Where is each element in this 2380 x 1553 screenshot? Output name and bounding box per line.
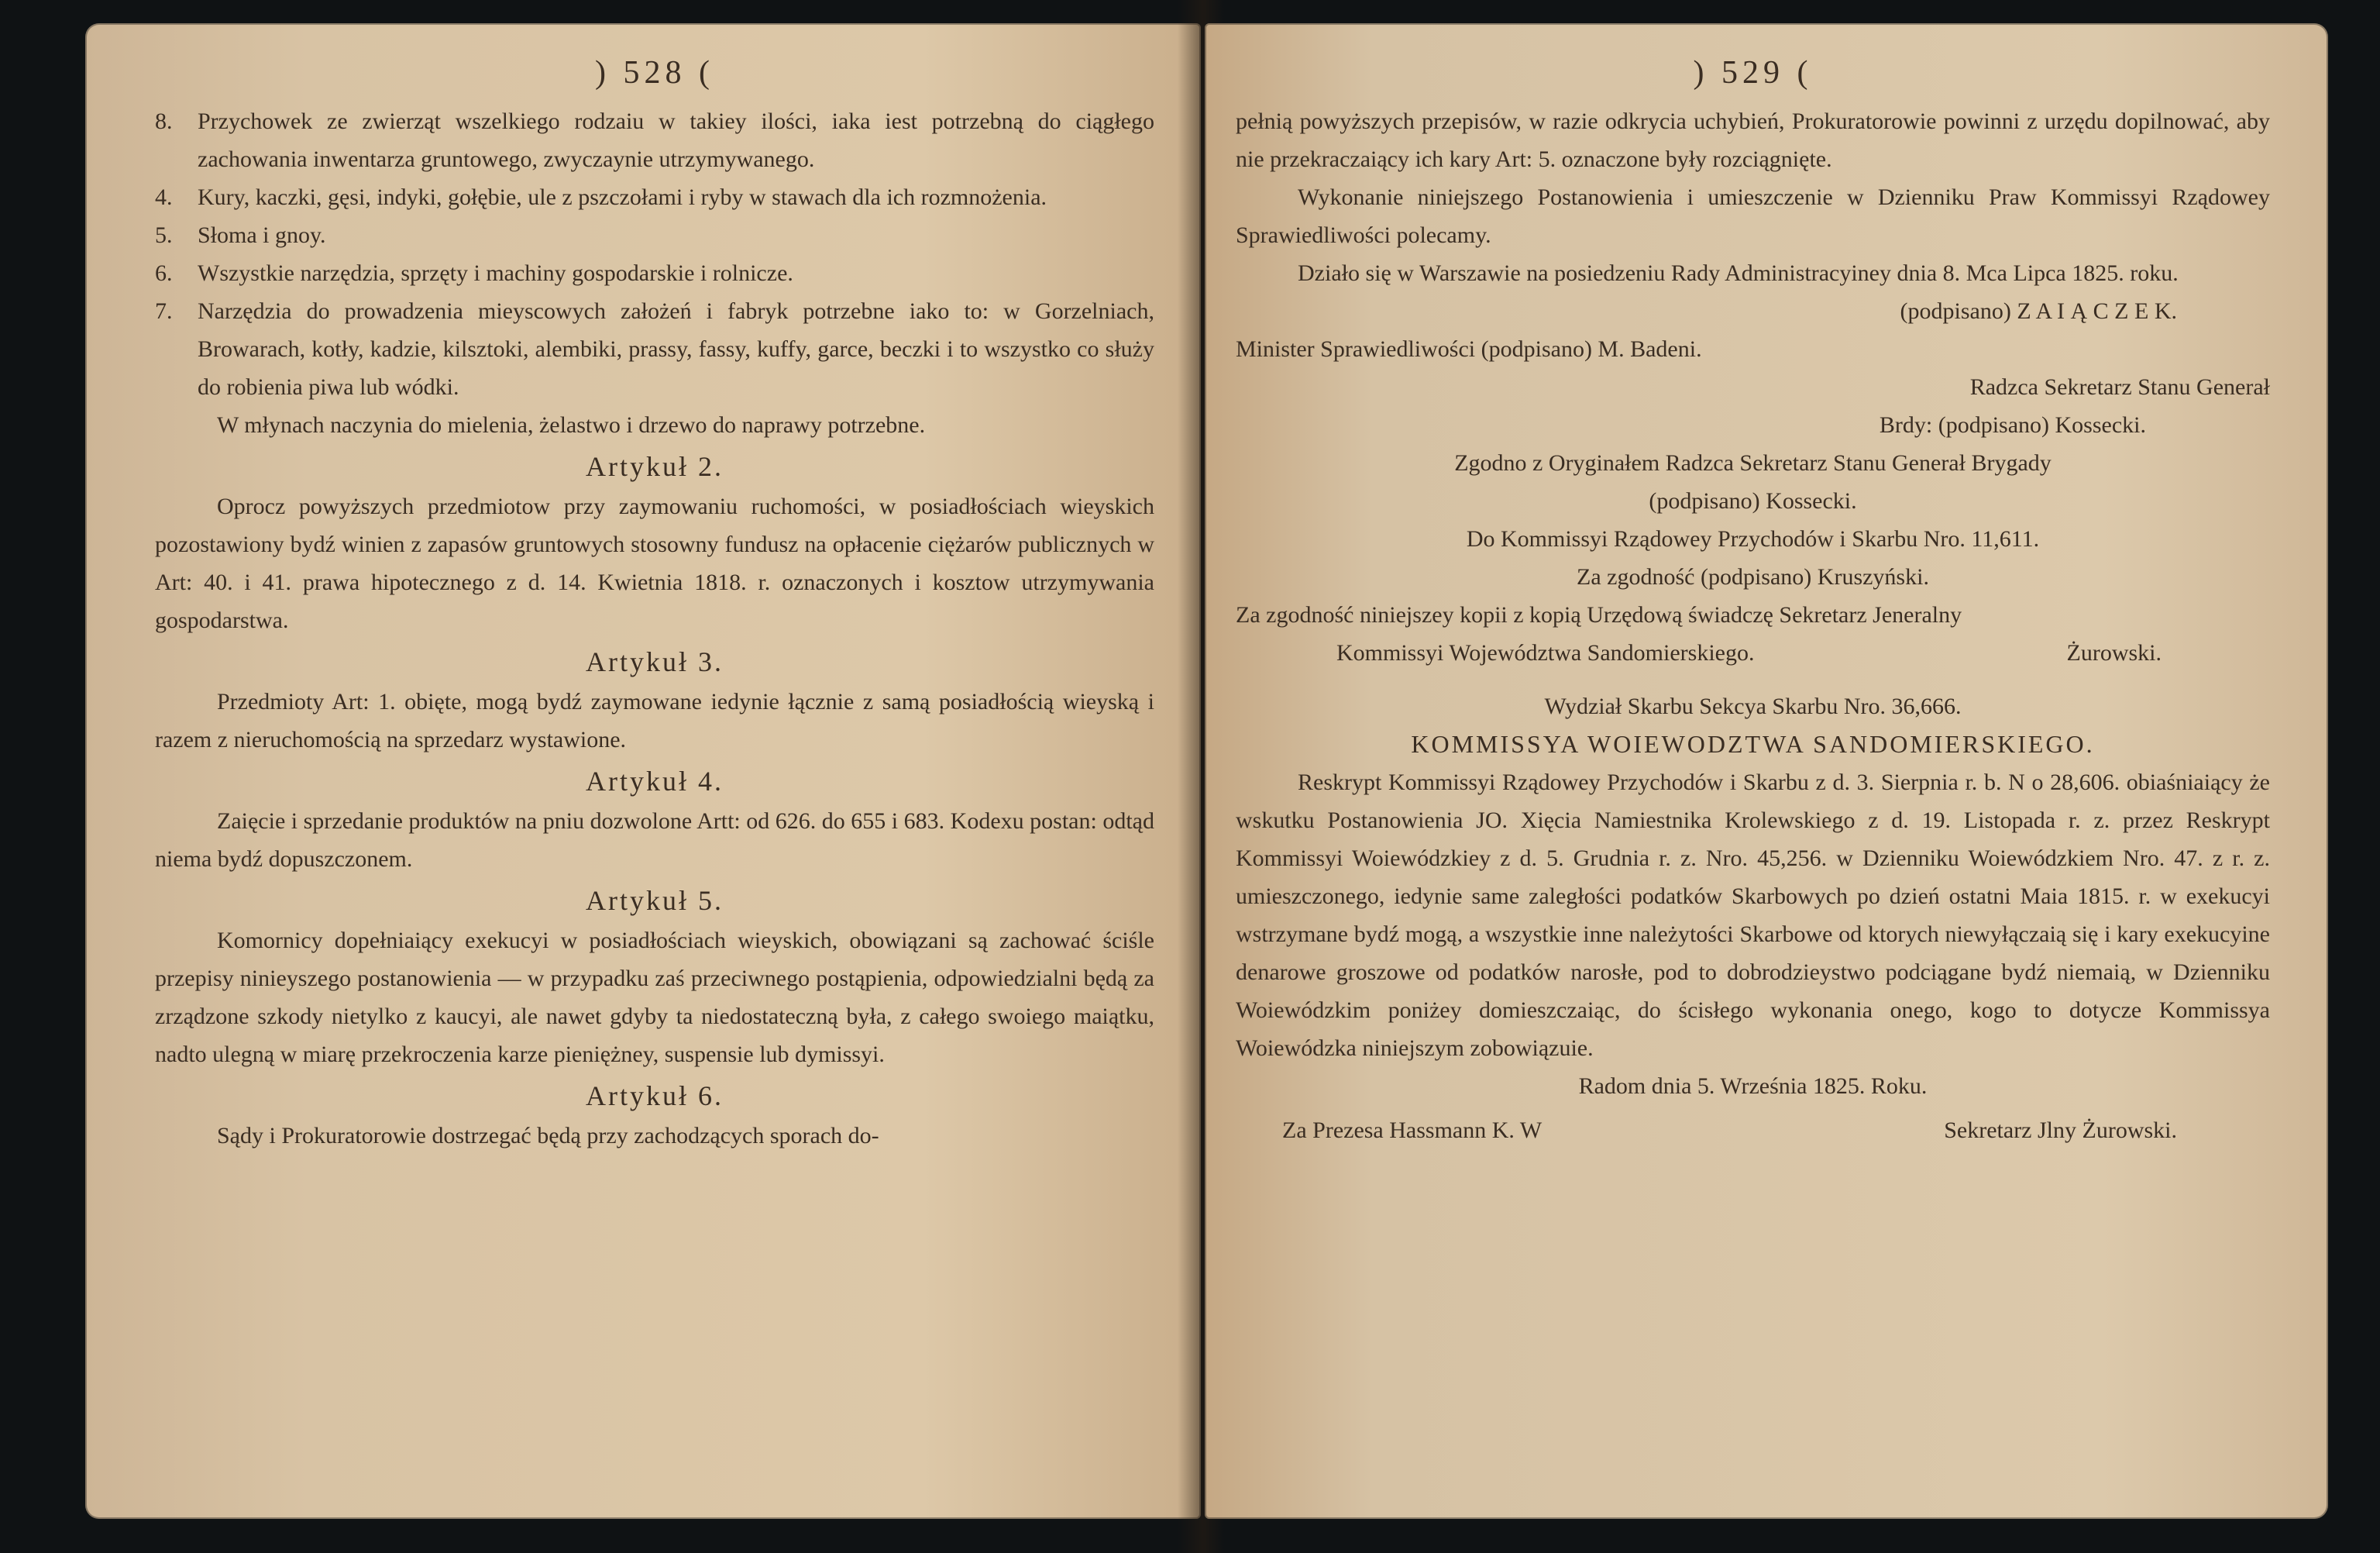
item-text: Narzędzia do prowadzenia mieyscowych założeń i fabryk potrzebne iako to: w Gorzelniach, Browarach, kotły, kadzie, kilsztoki, alembiki, prassy, fassy, kuffy, garce, beczki i to wszystko co służy do robienia piwa lub wódki.	[198, 298, 1154, 400]
signature-line: Brdy: (podpisano) Kossecki.	[1879, 412, 2146, 438]
article-heading: Artykuł 4.	[586, 766, 724, 797]
item-text: Przychowek ze zwierząt wszelkiego rodzaiu w takiey ilości, iaka iest potrzebną do ciągłego zachowania inwentarza gruntowego, zwyczaynie utrzymywanego.	[198, 108, 1154, 172]
item-number: 8.	[155, 108, 173, 134]
left-page	[85, 23, 1201, 1519]
list-item	[155, 102, 1154, 178]
page-number: ) 529 (	[1693, 55, 1813, 91]
item-text: Słoma i gnoy.	[198, 222, 326, 248]
signature-text: Kommissyi Województwa Sandomierskiego.	[1336, 640, 1755, 666]
signature-line: Za zgodność niniejszey kopii z kopią Urzędową świadczę Sekretarz Jeneralny	[1236, 602, 1962, 628]
article-heading: Artykuł 6.	[586, 1080, 724, 1111]
article-text: Sądy i Prokuratorowie dostrzegać będą przy zachodzących sporach do-	[217, 1123, 879, 1148]
page-number: ) 528 (	[595, 55, 714, 91]
list-item	[155, 216, 1154, 254]
item-number: 5.	[155, 222, 173, 248]
signature-row	[1236, 1111, 2270, 1149]
signature-line: Do Kommissyi Rządowey Przychodów i Skarbu Nro. 11,611.	[1466, 526, 2040, 552]
paragraph: Działo się w Warszawie na posiedzeniu Rady Administracyiney dnia 8. Mca Lipca 1825. roku.	[1298, 260, 2179, 286]
signature-name: Żurowski.	[2066, 640, 2162, 666]
paragraph: Wykonanie niniejszego Postanowienia i umieszczenie w Dzienniku Praw Kommissyi Rządowey Sprawiedliwości polecamy.	[1236, 184, 2270, 248]
section-heading: KOMMISSYA WOIEWODZTWA SANDOMIERSKIEGO.	[1411, 730, 2095, 758]
left-page-content	[155, 54, 1154, 1488]
date-line: Radom dnia 5. Września 1825. Roku.	[1578, 1073, 1928, 1099]
signature-line: Minister Sprawiedliwości (podpisano) M. Badeni.	[1236, 336, 1702, 362]
signature-line: Zgodno z Oryginałem Radzca Sekretarz Stanu Generał Brygady	[1454, 450, 2052, 476]
signature-row	[1236, 634, 2270, 672]
article-text: Zaięcie i sprzedanie produktów na pniu dozwolone Artt: od 626. do 655 i 683. Kodexu postan: odtąd niema bydź dopuszczonem.	[155, 808, 1154, 872]
paragraph: Reskrypt Kommissyi Rządowey Przychodów i Skarbu z d. 3. Sierpnia r. b. N o 28,606. obiaśniaiący że wskutku Postanowienia JO. Xięcia Namiestnika Krolewskiego z d. 19. Listopada r. z. przez Reskrypt Kommissyi Woiewódzkiey z d. 5. Grudnia r. z. Nro. 45,256. w Dzienniku Woiewódzkiem Nro. 47. z r. z. umieszczonego, iedynie same zaległości podatków Skarbowych po dzień ostatni Maia 1815. r. w exekucyi wstrzymane bydź mogą, a wszystkie inne należytości Skarbowe od ktorych niewyłączaią się i kary exekucyine denarowe groszowe od podatków narosłe, pod to dobrodzieystwo podciągane bydź niemaią, w Dzienniku Woiewódzkim poniżey domieszczaiąc, do ścisłego wykonania onego, kogo to dotycze Kommissya Woiewódzka niniejszym zobowiązuie.	[1236, 770, 2270, 1061]
signature-line: (podpisano) Kossecki.	[1649, 488, 1857, 514]
article-heading: Artykuł 3.	[586, 646, 724, 677]
paragraph: pełnią powyższych przepisów, w razie odkrycia uchybień, Prokuratorowie powinni z urzędu dopilnować, aby nie przekraczaiący ich kary Art: 5. oznaczone były rozciągnięte.	[1236, 108, 2270, 172]
right-page-content	[1236, 54, 2270, 1488]
item-number: 7.	[155, 298, 173, 324]
signature-line: Radzca Sekretarz Stanu Generał	[1969, 374, 2270, 400]
article-text: Oprocz powyższych przedmiotow przy zaymowaniu ruchomości, w posiadłościach wieyskich pozostawiony bydź winien z zapasów gruntowych stosowny fundusz na opłacenie ciężarów publicznych w Art: 40. i 41. prawa hipotecznego z d. 14. Kwietnia 1818. r. oznaczonych i kosztow utrzymywania gospodarstwa.	[155, 494, 1154, 633]
item-number: 6.	[155, 260, 173, 286]
mills-paragraph: W młynach naczynia do mielenia, żelastwo i drzewo do naprawy potrzebne.	[217, 412, 926, 438]
signature-text: Za Prezesa Hassmann K. W	[1282, 1117, 1543, 1143]
article-heading: Artykuł 2.	[586, 451, 724, 482]
list-item	[155, 292, 1154, 406]
signature-text: Sekretarz Jlny Żurowski.	[1944, 1117, 2177, 1143]
item-number: 4.	[155, 184, 173, 210]
section-line: Wydział Skarbu Sekcya Skarbu Nro. 36,666.	[1544, 694, 1962, 719]
item-text: Kury, kaczki, gęsi, indyki, gołębie, ule z pszczołami i ryby w stawach dla ich rozmnożenia.	[198, 184, 1047, 210]
list-item	[155, 178, 1154, 216]
list-item	[155, 254, 1154, 292]
signature-line: Za zgodność (podpisano) Kruszyński.	[1577, 564, 1929, 590]
article-text: Komornicy dopełniaiący exekucyi w posiadłościach wieyskich, obowiązani są zachować ściśle przepisy ninieyszego postanowienia — w przypadku zaś przeciwnego postąpienia, odpowiedzialni będą za zrządzone szkody nietylko z kaucyi, ale nawet gdyby ta niedostateczną była, z całego swoiego maiątku, nadto ulegną w miarę przekroczenia karze pieniężney, suspensie lub dymissyi.	[155, 928, 1154, 1067]
article-heading: Artykuł 5.	[586, 885, 724, 916]
right-page	[1205, 23, 2328, 1519]
article-text: Przedmioty Art: 1. obięte, mogą bydź zaymowane iedynie łącznie z samą posiadłością wieyską i razem z nieruchomością na sprzedarz wystawione.	[155, 689, 1154, 752]
signature-line: (podpisano) Z A I Ą C Z E K.	[1900, 298, 2177, 324]
item-text: Wszystkie narzędzia, sprzęty i machiny gospodarskie i rolnicze.	[198, 260, 793, 286]
